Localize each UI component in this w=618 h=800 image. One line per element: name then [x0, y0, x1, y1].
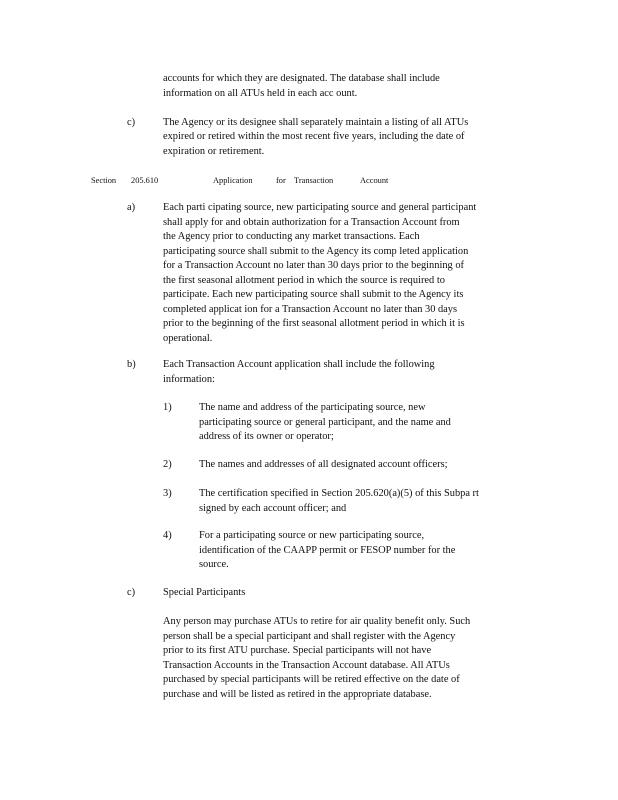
para-a-line-3: the Agency prior to conducting any market transactions. Each [163, 231, 420, 242]
para-c-bottom-label: c) [127, 587, 136, 598]
item-1-line-2: participating source or general participant, and the name and [199, 416, 451, 428]
para-c-bottom-line-5: purchased by special participants will be retired effective on the date of [163, 674, 460, 685]
item-4-label: 4) [163, 530, 172, 541]
para-a-line-8: completed applicat ion for a Transaction Account no later than 30 days [163, 303, 458, 315]
para-c-top-label: c) [127, 116, 136, 128]
item-2-label: 2) [163, 459, 172, 470]
para-c-top-line-1: The Agency or its designee shall separately maintain a listing of all ATUs [163, 116, 469, 128]
para-c-bottom-line-6: purchase and will be listed as retired in the appropriate database. [163, 688, 432, 700]
intro-line-1: accounts for which they are designated. The database shall include [163, 73, 440, 84]
para-c-bottom-line-1: Any person may purchase ATUs to retire for air quality benefit only. Such [163, 616, 471, 627]
section-label: Section [91, 176, 117, 185]
section-title-word-4: Account [360, 176, 389, 185]
item-4-line-3: source. [199, 559, 229, 570]
special-participants-heading: Special Participants [163, 587, 246, 598]
item-3-label: 3) [163, 488, 172, 499]
section-number: 205.610 [131, 176, 159, 185]
item-4-line-1: For a participating source or new participating source, [199, 530, 425, 541]
item-1-label: 1) [163, 402, 172, 413]
section-title-word-3: Transaction [294, 176, 334, 185]
section-title-word-2: for [276, 176, 286, 185]
para-a-line-6: the first seasonal allotment period in which the source is required to [163, 274, 445, 286]
para-a-line-4: participating source shall submit to the Agency its comp leted application [163, 245, 469, 257]
item-1-line-1: The name and address of the participating source, new [199, 402, 426, 413]
section-title-word-1: Application [213, 176, 253, 185]
para-a-line-2: shall apply for and obtain authorization for a Transaction Account from [163, 216, 460, 228]
para-a-line-10: operational. [163, 332, 213, 344]
para-b-line-2: information: [163, 373, 215, 385]
item-1-line-3: address of its owner or operator; [199, 431, 334, 442]
para-c-bottom-line-4: Transaction Accounts in the Transaction Account database. All ATUs [163, 659, 450, 671]
para-c-top-line-3: expiration or retirement. [163, 145, 265, 157]
intro-line-2: information on all ATUs held in each acc ount. [163, 87, 358, 99]
item-4-line-2: identification of the CAAPP permit or FESOP number for the [199, 544, 456, 556]
para-a-line-7: participate. Each new participating source shall submit to the Agency its [163, 289, 464, 300]
para-a-label: a) [127, 202, 136, 213]
para-b-label: b) [127, 359, 136, 370]
item-3-line-1: The certification specified in Section 205.620(a)(5) of this Subpa rt [199, 488, 479, 499]
para-c-bottom-line-3: prior to its first ATU purchase. Special participants will not have [163, 645, 432, 656]
para-a-line-9: prior to the beginning of the first seasonal allotment period in which it is [163, 318, 465, 329]
item-3-line-2: signed by each account officer; and [199, 502, 347, 514]
para-a-line-1: Each parti cipating source, new participating source and general participant [163, 202, 477, 213]
para-c-bottom-line-2: person shall be a special participant and shall register with the Agency [163, 630, 456, 642]
para-c-top-line-2: expired or retired within the most recent five years, including the date of [163, 131, 465, 142]
para-a-line-5: for a Transaction Account no later than 30 days prior to the beginning of [163, 260, 464, 271]
para-b-line-1: Each Transaction Account application shall include the following [163, 359, 435, 370]
item-2-line-1: The names and addresses of all designated account officers; [199, 459, 448, 470]
